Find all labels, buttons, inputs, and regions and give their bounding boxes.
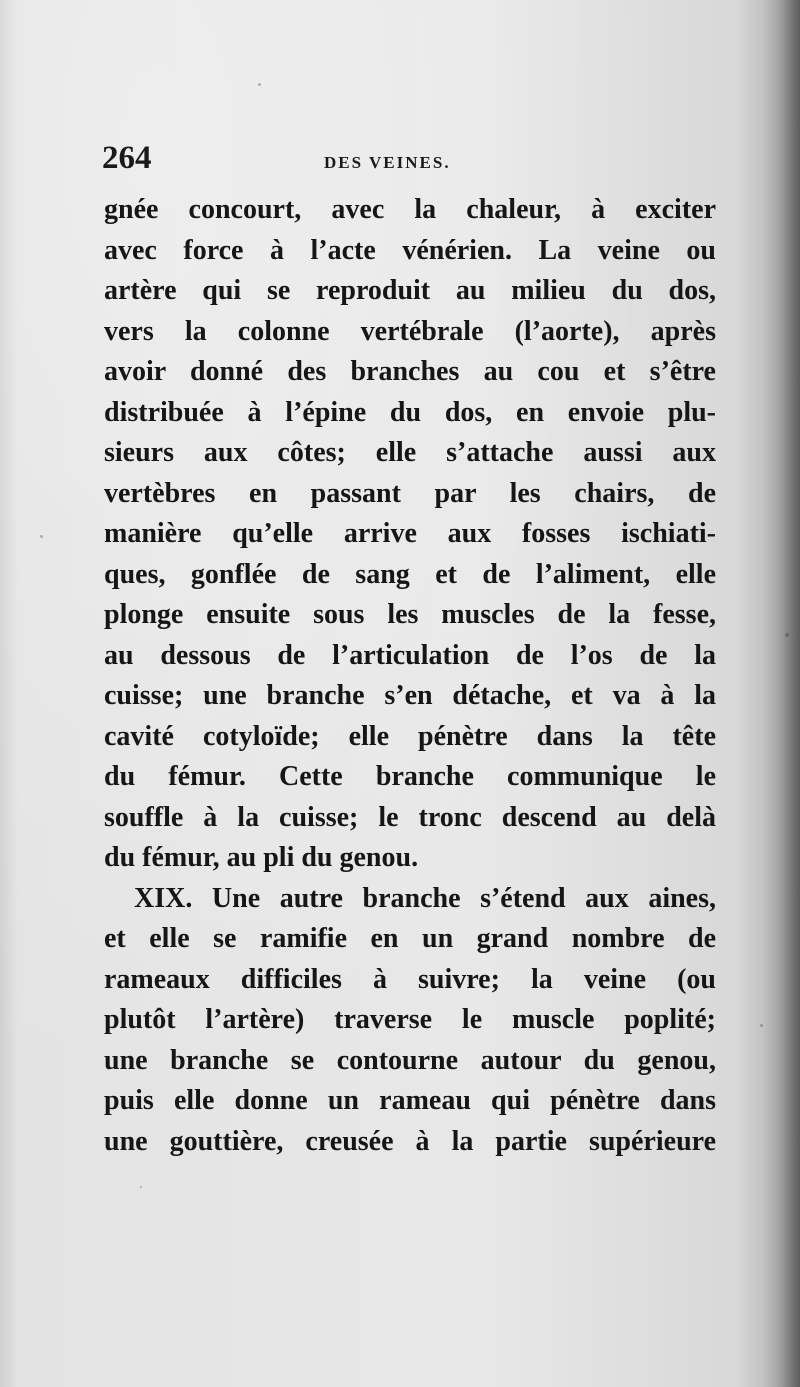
text-line: cuisse; une branche s’en détache, et va à la <box>104 680 716 711</box>
text-line: artère qui se reproduit au milieu du dos, <box>104 275 716 306</box>
section-heading-line: XIX. Une autre branche s’étend aux aines, <box>134 882 716 914</box>
text-line: vertèbres en passant par les chairs, de <box>104 477 716 509</box>
text-line: du fémur, au pli du genou. <box>104 842 419 873</box>
text-line: plonge ensuite sous les muscles de la fesse, <box>104 599 716 630</box>
text-line: avoir donné des branches au cou et s’être <box>104 356 716 387</box>
text-line: du fémur. Cette branche communique le <box>104 761 716 792</box>
text-line: souffle à la cuisse; le tronc descend au delà <box>104 801 716 833</box>
text-line: rameaux difficiles à suivre; la veine (ou <box>104 963 716 995</box>
paper-speck <box>760 1024 763 1027</box>
paper-speck <box>40 535 43 538</box>
page-header <box>102 140 722 186</box>
page-number: 264 <box>102 140 152 176</box>
page-edge-shadow <box>762 0 800 1387</box>
text-line: au dessous de l’articulation de l’os de la <box>104 639 716 671</box>
paper-speck <box>785 633 789 637</box>
text-line: avec force à l’acte vénérien. La veine ou <box>104 234 716 266</box>
body-text <box>104 190 716 1162</box>
text-line: vers la colonne vertébrale (l’aorte), après <box>104 315 716 347</box>
text-line: sieurs aux côtes; elle s’attache aussi aux <box>104 437 716 468</box>
running-head: DES VEINES. <box>324 153 451 172</box>
text-line: une branche se contourne autour du genou, <box>104 1044 716 1076</box>
text-line: une gouttière, creusée à la partie supérieure <box>104 1125 716 1157</box>
text-line: gnée concourt, avec la chaleur, à exciter <box>104 194 716 225</box>
text-line: plutôt l’artère) traverse le muscle poplité; <box>104 1004 716 1035</box>
text-line: ques, gonflée de sang et de l’aliment, elle <box>104 558 716 590</box>
text-line: manière qu’elle arrive aux fosses ischiati- <box>104 518 716 549</box>
paper-speck <box>258 83 261 86</box>
text-line: puis elle donne un rameau qui pénètre dans <box>104 1085 716 1116</box>
paper-speck <box>140 1186 142 1188</box>
text-line: distribuée à l’épine du dos, en envoie plu- <box>104 396 716 428</box>
text-line: cavité cotyloïde; elle pénètre dans la tête <box>104 720 716 752</box>
text-line: et elle se ramifie en un grand nombre de <box>104 923 716 954</box>
